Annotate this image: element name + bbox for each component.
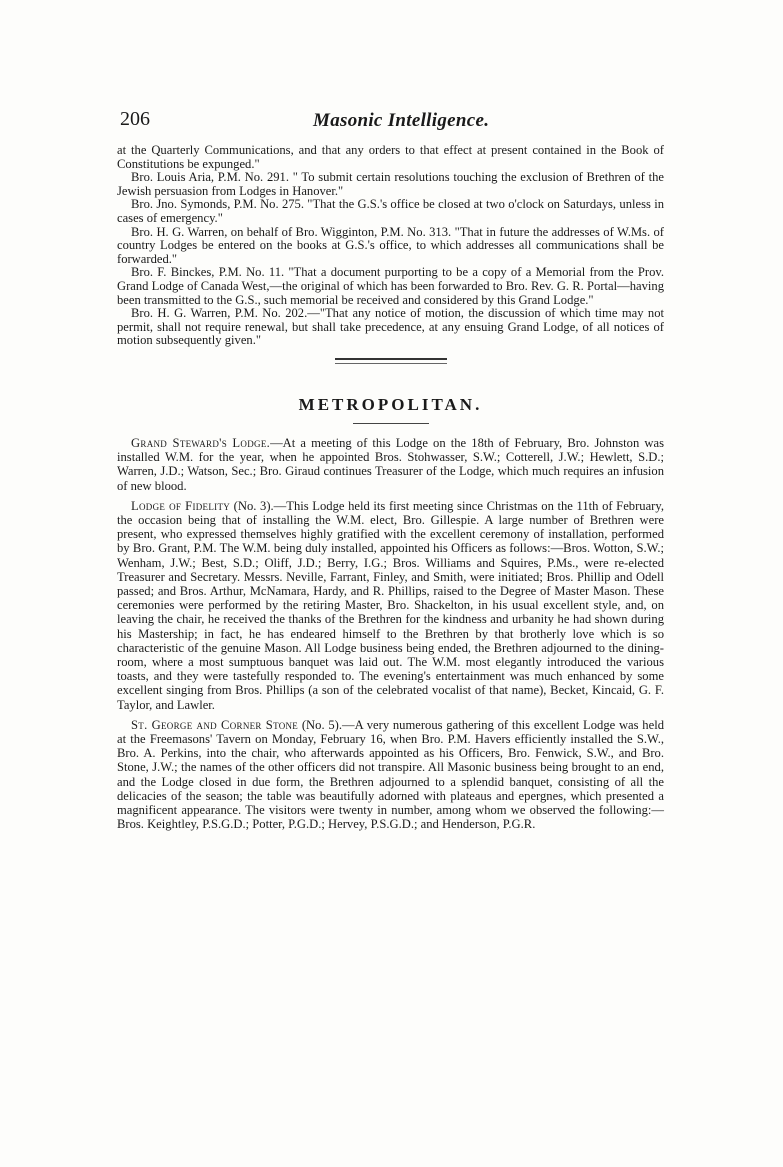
report-body: —At a meeting of this Lodge on the 18th of February, Bro. Johnston was installed W.M. for the year, when he appointed Bros. Stohwasser, S.W.; Cotterell, J.W.; Hewlett, S.D.; Warren, J.D.; Watson, Sec.; Bro. Giraud continues Treasurer of the Lodge, which much requires an infusion of new blood. bbox=[117, 435, 664, 493]
report-lead: Lodge of Fidelity bbox=[131, 498, 231, 513]
report-body: (No. 5).—A very numerous gathering of this excellent Lodge was held at the Freemasons' Tavern on Monday, February 16, when Bro. P.M. Havers efficiently installed the S.W., Bro. A. Perkins, into the chair, who afterwards appointed as his Officers, Bro. Fenwick, S.W., and Bro. Stone, J.W.; the names of the other officers did not transpire. All Masonic business being brought to an end, and the Lodge closed in due form, the Brethren adjourned to a splendid banquet, consisting of all the delicacies of the season; the table was beautifully adorned with plateaus and epergnes, which presented a magnificent appearance. The visitors were twenty in number, among whom we observed the following:—Bros. Keightley, P.S.G.D.; Potter, P.G.D.; Hervey, P.S.G.D.; and Henderson, P.G.R. bbox=[117, 717, 664, 832]
motion-item: Bro. Louis Aria, P.M. No. 291. " To submit certain resolutions touching the exclusion of Brethren of the Jewish persuasion from Lodges in Hanover." bbox=[117, 170, 664, 198]
running-header bbox=[117, 108, 664, 144]
motion-continuation: at the Quarterly Communications, and that any orders to that effect at present contained in the Book of Constitutions be expunged." bbox=[117, 143, 664, 171]
motion-item: Bro. H. G. Warren, on behalf of Bro. Wigginton, P.M. No. 313. "That in future the addresses of W.Ms. of country Lodges be entered on the books at G.S.'s office, to which addresses all communications shall be forwarded." bbox=[117, 224, 664, 266]
report-lead: Grand Steward's Lodge. bbox=[131, 435, 271, 450]
report-paragraph bbox=[117, 499, 664, 712]
report-lead: St. George and Corner Stone bbox=[131, 717, 299, 732]
motions-block bbox=[117, 144, 664, 348]
section-divider bbox=[335, 358, 447, 362]
motion-item: Bro. H. G. Warren, P.M. No. 202.—"That any notice of motion, the discussion of which time may not permit, shall not require renewal, but shall take precedence, at any ensuing Grand Lodge, of all notices of motion subsequently given." bbox=[117, 306, 664, 348]
motion-item: Bro. F. Binckes, P.M. No. 11. "That a document purporting to be a copy of a Memorial from the Prov. Grand Lodge of Canada West,—the original of which has been forwarded to Bro. Rev. G. R. Portal—having been transmitted to the G.S., such memorial be received and considered by this Grand Lodge." bbox=[117, 265, 664, 307]
heading-underline bbox=[353, 423, 429, 424]
report-body: (No. 3).—This Lodge held its first meeting since Christmas on the 11th of February, the occasion being that of installing the W.M. elect, Bro. Gillespie. A large number of Brethren were present, who expressed themselves highly gratified with the excellent ceremony of installation, performed by Bro. Grant, P.M. The W.M. being duly installed, appointed his Officers as follows:—Bros. Wotton, S.W.; Wenham, J.W.; Best, S.D.; Oliff, J.D.; Berry, I.G.; Bros. Williams and Squires, P.Ms., were re-elected Treasurer and Secretary. Messrs. Neville, Farrant, Finley, and Smith, were initiated; Bros. Phillip and Odell passed; and Bros. Arthur, McNamara, Hardy, and R. Phillips, raised to the Degree of Master Mason. These ceremonies were performed by the retiring Master, Bro. Shackelton, in his usual excellent style, and, on leaving the chair, he received the thanks of the Brethren for the kindness and urbanity he had shown during his Mastership; in fact, he has endeared himself to the Brethren by that brotherly love which is so characteristic of the genuine Mason. All Lodge business being ended, the Brethren adjourned to the dining-room, where a most sumptuous banquet was laid out. The W.M. most elegantly introduced the various toasts, and they were tastefully responded to. The evening's entertainment was much enhanced by some excellent singing from Bros. Phillips (a son of the celebrated vocalist of that name), Becket, Kincaid, G. F. Taylor, and Lawler. bbox=[117, 498, 664, 712]
motion-item: Bro. Jno. Symonds, P.M. No. 275. "That the G.S.'s office be closed at two o'clock on Saturdays, unless in cases of emergency." bbox=[117, 197, 664, 225]
report-paragraph bbox=[117, 718, 664, 832]
reports-block bbox=[117, 436, 664, 831]
running-title: Masonic Intelligence. bbox=[313, 110, 490, 131]
report-paragraph bbox=[117, 436, 664, 493]
page-number: 206 bbox=[120, 108, 150, 130]
section-heading: METROPOLITAN. bbox=[298, 394, 483, 414]
page bbox=[117, 108, 664, 837]
section-divider-thin bbox=[335, 363, 447, 364]
